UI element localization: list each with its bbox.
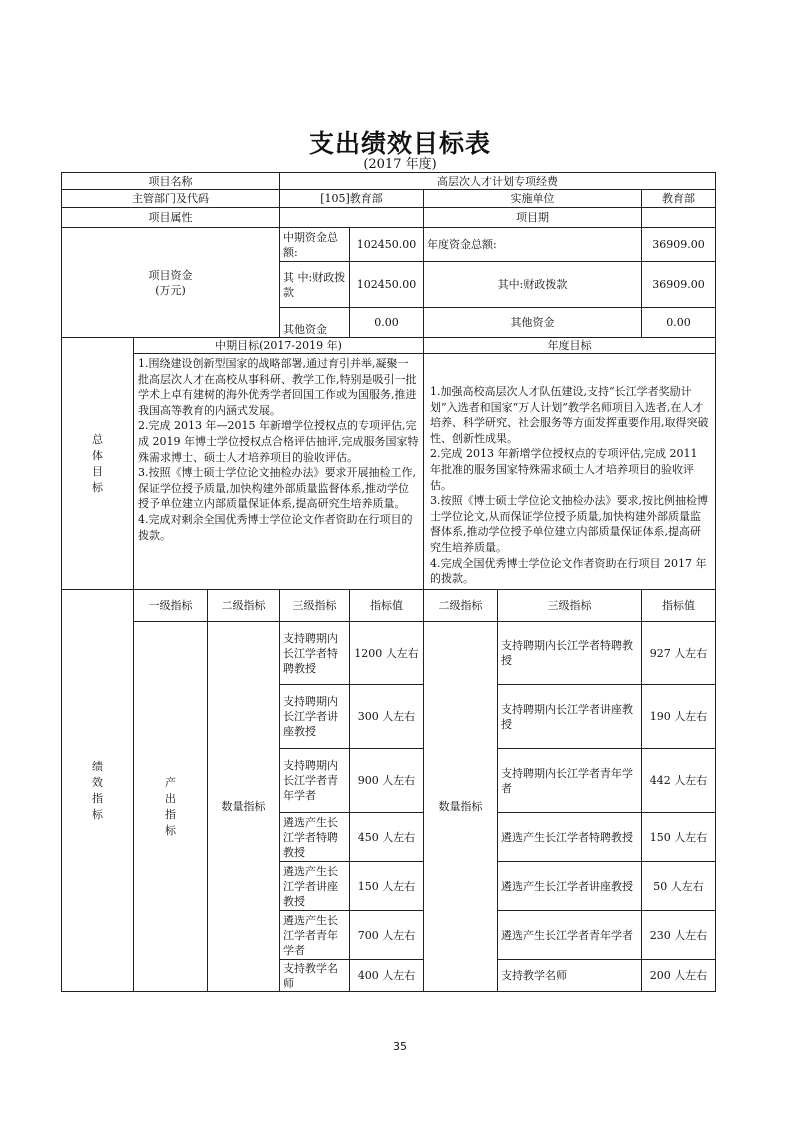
year-indicator-value: 190 人左右 (642, 685, 716, 749)
year-fiscal-value: 36909.00 (642, 262, 716, 308)
funds-label-line1: 项目资金 (148, 268, 193, 282)
year-indicator-name: 遴选产生长江学者讲座教授 (498, 862, 642, 911)
mid-indicator-name: 支持聘期内长江学者青年学者 (280, 749, 350, 813)
year-other-label: 其他资金 (424, 308, 642, 338)
mid-total-label: 中期资金总额: (280, 228, 350, 262)
dept-value: [105]教育部 (280, 190, 424, 208)
mid-indicator-name: 遴选产生长江学者青年学者 (280, 911, 350, 960)
mid-indicator-value: 900 人左右 (350, 749, 424, 813)
mid-fiscal-value: 102450.00 (350, 262, 424, 308)
year-indicator-value: 442 人左右 (642, 749, 716, 813)
year-total-label: 年度资金总额: (424, 228, 642, 262)
page-number: 35 (393, 1040, 407, 1053)
year-goal-item: 4.完成全国优秀博士学位论文作者资助在行项目 2017 年的拨款。 (430, 556, 707, 586)
attr-row (62, 208, 716, 228)
level2-header: 二级指标 (208, 590, 280, 622)
attr-label: 项目属性 (62, 208, 280, 228)
year-goal-header: 年度目标 (424, 338, 716, 354)
mid-goal-item: 4.完成对剩余全国优秀博士学位论文作者资助在行项目的拨款。 (138, 512, 413, 542)
year-indicator-name: 支持聘期内长江学者青年学者 (498, 749, 642, 813)
mid-goal-item: 1.围绕建设创新型国家的战略部署,通过育引并举,凝聚一批高层次人才在高校从事科研、教学工作,特别是吸引一批学术上卓有建树的海外优秀学者回国工作或为国服务,推进我国高等教育的内涵式发展。 (138, 357, 417, 417)
mid-other-label: 其他资金 (280, 308, 350, 338)
level2-year-value: 数量指标 (424, 622, 498, 992)
year-fiscal-label: 其中:财政拨款 (424, 262, 642, 308)
year-indicator-value: 230 人左右 (642, 911, 716, 960)
year-total-value: 36909.00 (642, 228, 716, 262)
level1-value: 产 出 指 标 (134, 622, 208, 992)
year-other-value: 0.00 (642, 308, 716, 338)
goals-content-row (62, 354, 716, 590)
mid-indicator-name: 遴选产生长江学者特聘教授 (280, 813, 350, 862)
table-row (62, 622, 716, 685)
year-indicator-value: 150 人左右 (642, 813, 716, 862)
mid-indicator-value: 450 人左右 (350, 813, 424, 862)
period-value (642, 208, 716, 228)
year-goal-item: 3.按照《博士硕士学位论文抽检办法》要求,按比例抽检博士学位论文,从而保证学位授予质量,加快构建外部质量监督体系,推动学位授予单位建立内部质量保证体系,提高研究生培养质量。 (430, 494, 708, 554)
mid-goal-item: 2.完成 2013 年—2015 年新增学位授权点的专项评估,完成 2019 年博士学位授权点合格评估抽评,完成服务国家特殊需求博士、硕士人才培养项目的验收评估。 (138, 419, 419, 464)
level3-year-header: 三级指标 (498, 590, 642, 622)
dept-label: 主管部门及代码 (62, 190, 280, 208)
goals-label: 总 体 目 标 (62, 338, 134, 590)
funds-total-row (62, 228, 716, 262)
mid-indicator-name: 遴选产生长江学者讲座教授 (280, 862, 350, 911)
mid-other-value: 0.00 (350, 308, 424, 338)
year-indicator-name: 支持教学名师 (498, 960, 642, 992)
mid-indicator-value: 1200 人左右 (350, 622, 424, 685)
mid-indicator-value: 700 人左右 (350, 911, 424, 960)
page-title: 支出绩效目标表 (308, 129, 491, 158)
attr-value (280, 208, 424, 228)
year-indicator-value: 927 人左右 (642, 622, 716, 685)
page-subtitle: (2017 年度) (363, 157, 437, 172)
dept-row (62, 190, 716, 208)
project-name-row (62, 173, 716, 190)
mid-fiscal-label: 其 中:财政拨款 (280, 262, 350, 308)
indicator-header-row (62, 590, 716, 622)
mid-indicator-name: 支持聘期内长江学者特聘教授 (280, 622, 350, 685)
level2-year-header: 二级指标 (424, 590, 498, 622)
impl-label: 实施单位 (424, 190, 642, 208)
indicators-label: 绩 效 指 标 (62, 590, 134, 992)
mid-indicator-value: 400 人左右 (350, 960, 424, 992)
level1-header: 一级指标 (134, 590, 208, 622)
year-goal-item: 1.加强高校高层次人才队伍建设,支持“长江学者奖励计划”入选者和国家“万人计划”教学名师项目入选者,在人才培养、科学研究、社会服务等方面发挥重要作用,取得突破性、创新性成果。 (430, 385, 709, 445)
mid-indicator-value: 150 人左右 (350, 862, 424, 911)
mid-indicator-value: 300 人左右 (350, 685, 424, 749)
mid-total-value: 102450.00 (350, 228, 424, 262)
year-indicator-value: 50 人左右 (642, 862, 716, 911)
year-indicator-name: 支持聘期内长江学者特聘教授 (498, 622, 642, 685)
year-indicator-name: 遴选产生长江学者青年学者 (498, 911, 642, 960)
goals-header-row (62, 338, 716, 354)
period-label: 项目期 (424, 208, 642, 228)
value-header: 指标值 (350, 590, 424, 622)
mid-goal-text (134, 354, 424, 590)
performance-table (61, 172, 716, 992)
project-name-value: 高层次人才计划专项经费 (280, 173, 716, 190)
year-goal-text (424, 354, 716, 590)
mid-goal-item: 3.按照《博士硕士学位论文抽检办法》要求开展抽检工作,保证学位授予质量,加快构建外部质量监督体系,推动学位授予单位建立内部质量保证体系,提高研究生培养质量。 (138, 466, 416, 511)
level2-mid-value: 数量指标 (208, 622, 280, 992)
funds-label (62, 228, 280, 338)
year-indicator-name: 遴选产生长江学者特聘教授 (498, 813, 642, 862)
project-name-label: 项目名称 (62, 173, 280, 190)
year-goal-item: 2.完成 2013 年新增学位授权点的专项评估,完成 2011 年批准的服务国家特殊需求硕士人才培养项目的验收评估。 (430, 447, 698, 492)
value-year-header: 指标值 (642, 590, 716, 622)
year-indicator-name: 支持聘期内长江学者讲座教授 (498, 685, 642, 749)
mid-goal-header: 中期目标(2017-2019 年) (134, 338, 424, 354)
mid-indicator-name: 支持聘期内长江学者讲座教授 (280, 685, 350, 749)
mid-indicator-name: 支持教学名师 (280, 960, 350, 992)
year-indicator-value: 200 人左右 (642, 960, 716, 992)
funds-label-line2: (万元) (155, 283, 186, 297)
level3-header: 三级指标 (280, 590, 350, 622)
impl-value: 教育部 (642, 190, 716, 208)
